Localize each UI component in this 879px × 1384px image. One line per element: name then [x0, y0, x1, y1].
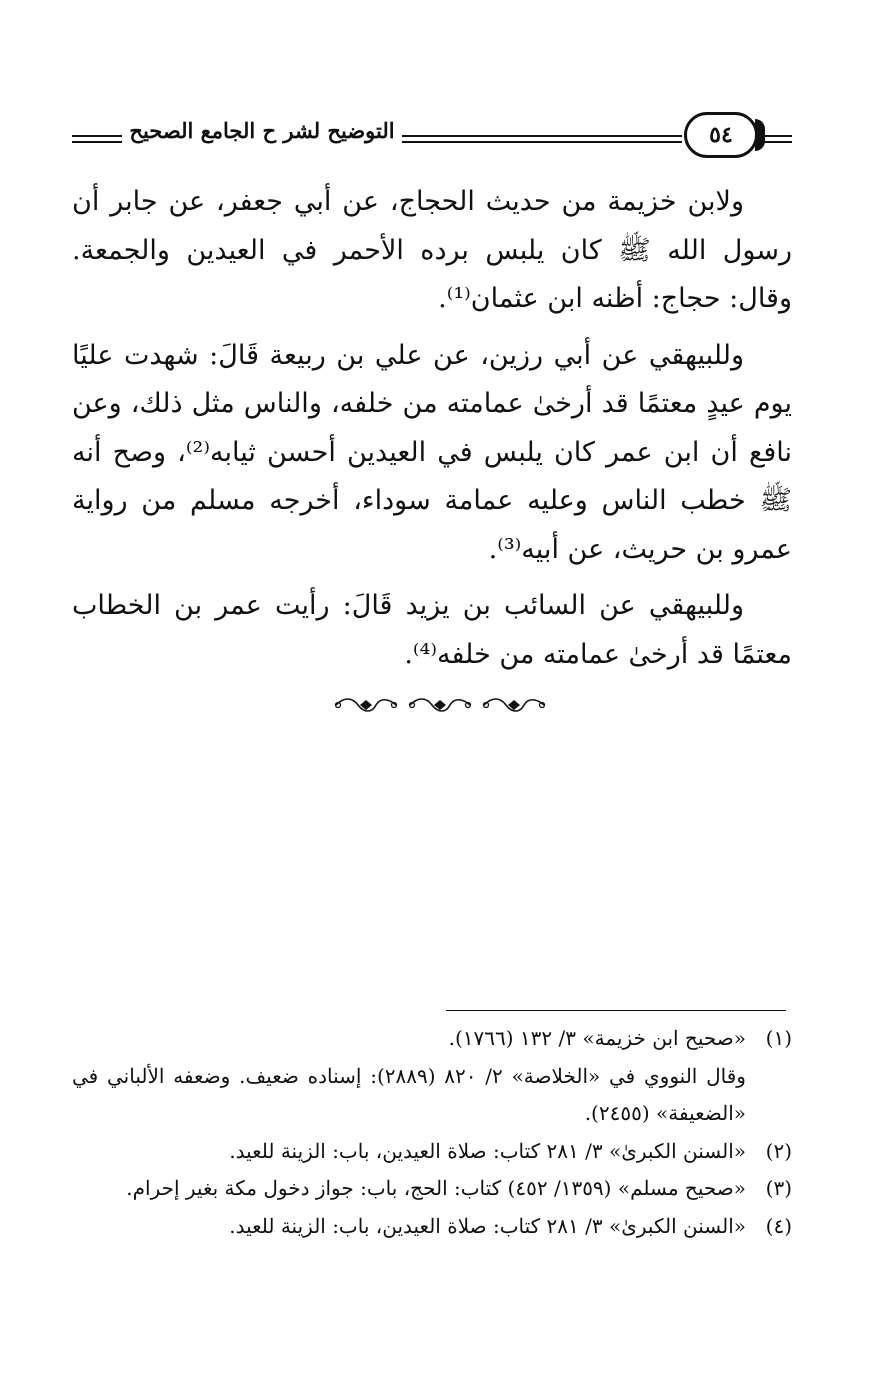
- footnote-3: [72, 1170, 792, 1208]
- ornament-segment-icon: [332, 695, 400, 715]
- footnote-text: «صحيح ابن خزيمة» ٣/ ١٣٢ (١٧٦٦).: [448, 1026, 746, 1050]
- footnotes: [72, 1020, 792, 1245]
- footnote-number: (١): [765, 1026, 792, 1050]
- footnote-1: [72, 1020, 792, 1058]
- page-number: ٥٤: [684, 112, 758, 158]
- footnote-separator: [446, 1010, 786, 1011]
- footnote-number: (٢): [765, 1138, 792, 1163]
- paragraph-3: وللبيهقي عن السائب بن يزيد قَالَ: رأيت عمر بن الخطاب معتمًا قد أرخىٰ عمامته من خلفه⁽⁴⁾.: [72, 590, 792, 670]
- footnote-4: [72, 1208, 792, 1246]
- footnote-text: «صحيح مسلم» (١٣٥٩/ ٤٥٢) كتاب: الحج، باب: جواز دخول مكة بغير إحرام.: [126, 1176, 746, 1200]
- footnote-2: [72, 1133, 792, 1171]
- floral-divider-icon: [260, 690, 620, 720]
- header-title: التوضيح لشر ح الجامع الصحيح: [129, 118, 395, 143]
- ornament-segment-icon: [480, 695, 548, 715]
- running-header: [72, 112, 792, 162]
- footnote-number: (٤): [765, 1213, 792, 1238]
- header-rule-right: [760, 135, 792, 143]
- paragraph-1: ولابن خزيمة من حديث الحجاج، عن أبي جعفر، عن جابر أن رسول الله ﷺ كان يلبس برده الأحمر في العيدين والجمعة. وقال: حجاج: أظنه ابن عثمان⁽¹⁾.: [72, 186, 792, 314]
- main-text: [72, 178, 792, 679]
- footnote-1-continuation: وقال النووي في «الخلاصة» ٢/ ٨٢٠ (٢٨٨٩): إسناده ضعيف. وضعفه الألباني في «الضعيفة» (٢٤٥٥).: [72, 1063, 746, 1125]
- footnote-text: «السنن الكبرىٰ» ٣/ ٢٨١ كتاب: صلاة العيدين، باب: الزينة للعيد.: [229, 1138, 746, 1163]
- header-rule-left: [72, 135, 122, 143]
- footnote-text: «السنن الكبرىٰ» ٣/ ٢٨١ كتاب: صلاة العيدين، باب: الزينة للعيد.: [229, 1213, 746, 1238]
- header-rule-middle: [402, 135, 682, 143]
- footnote-number: (٣): [765, 1176, 792, 1200]
- ornament-segment-icon: [406, 695, 474, 715]
- paragraph-2: وللبيهقي عن أبي رزين، عن علي بن ربيعة قَالَ: شهدت عليًا يوم عيدٍ معتمًا قد أرخىٰ عمامته من خلفه، والناس مثل ذلك، وعن نافع أن ابن عمر كان يلبس في العيدين أحسن ثيابه⁽²⁾، وصح أنه ﷺ خطب الناس وعليه عمامة سوداء، أخرجه مسلم من رواية عمرو بن حريث، عن أبيه⁽³⁾.: [72, 339, 792, 565]
